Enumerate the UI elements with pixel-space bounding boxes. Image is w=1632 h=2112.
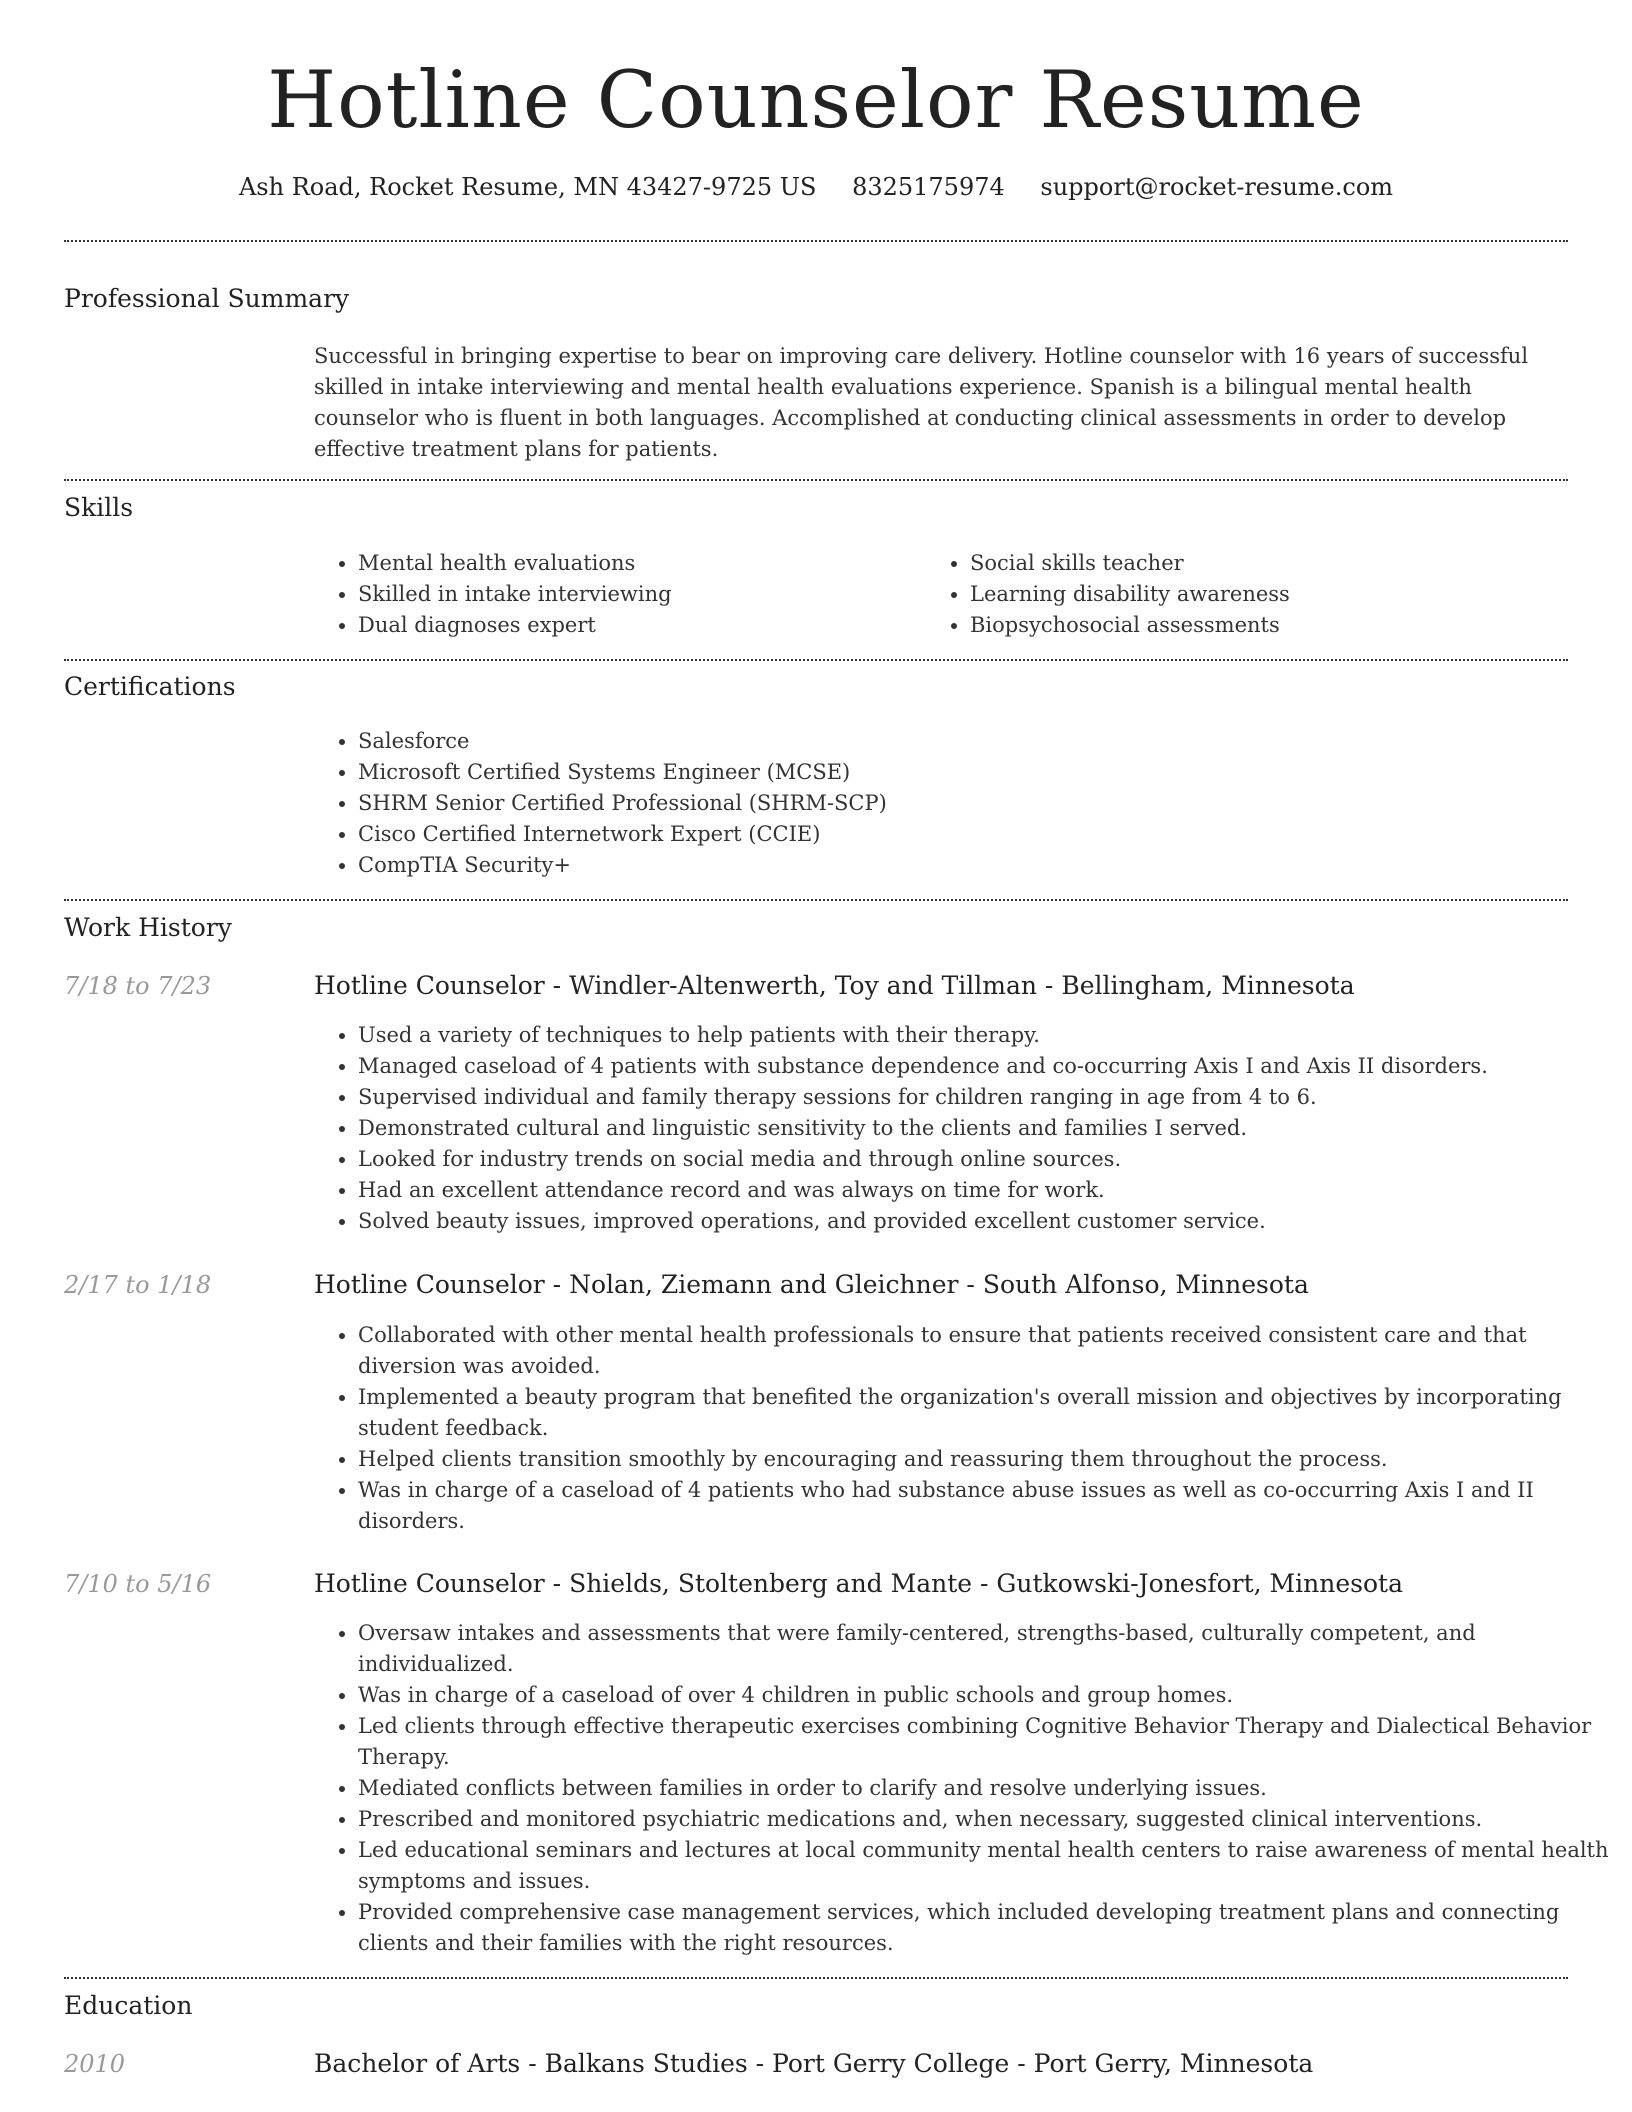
job-bullet: • Managed caseload of 4 patients with substance dependence and co-occurring Axis I and Axis II disorders. bbox=[358, 1051, 1568, 1082]
job-bullet: • Demonstrated cultural and linguistic sensitivity to the clients and families I served. bbox=[358, 1113, 1568, 1144]
certification-item: • Cisco Certified Internetwork Expert (CCIE) bbox=[358, 819, 1568, 850]
contact-line bbox=[0, 170, 1632, 204]
skill-item: • Social skills teacher bbox=[970, 548, 1570, 579]
job-title: Hotline Counselor - Shields, Stoltenberg and Mante - Gutkowski-Jonesfort, Minnesota bbox=[314, 1569, 1403, 1598]
contact-address: Ash Road, Rocket Resume, MN 43427-9725 US bbox=[238, 173, 817, 201]
job-bullet: • Was in charge of a caseload of over 4 children in public schools and group homes. bbox=[358, 1680, 1612, 1711]
contact-phone: 8325175974 bbox=[852, 173, 1005, 201]
skills-list-right bbox=[926, 548, 1570, 641]
job-bullet: • Collaborated with other mental health professionals to ensure that patients received consistent care and that diversion was avoided. bbox=[358, 1320, 1612, 1382]
job-dates: 7/18 to 7/23 bbox=[64, 972, 212, 1000]
skill-item: • Dual diagnoses expert bbox=[358, 610, 918, 641]
certifications-list bbox=[314, 726, 1568, 881]
job-bullet: • Looked for industry trends on social media and through online sources. bbox=[358, 1144, 1568, 1175]
job-bullet: • Supervised individual and family therapy sessions for children ranging in age from 4 to 6. bbox=[358, 1082, 1568, 1113]
work-history-heading: Work History bbox=[64, 913, 232, 942]
section-divider bbox=[64, 899, 1568, 901]
section-divider bbox=[64, 659, 1568, 661]
skill-item: • Skilled in intake interviewing bbox=[358, 579, 918, 610]
certification-item: • Microsoft Certified Systems Engineer (MCSE) bbox=[358, 757, 1568, 788]
section-divider bbox=[64, 1977, 1568, 1979]
contact-email: support@rocket-resume.com bbox=[1040, 173, 1394, 201]
certification-item: • Salesforce bbox=[358, 726, 1568, 757]
skill-item: • Biopsychosocial assessments bbox=[970, 610, 1570, 641]
certification-item: • SHRM Senior Certified Professional (SHRM-SCP) bbox=[358, 788, 1568, 819]
job-bullet: • Oversaw intakes and assessments that were family-centered, strengths-based, culturally competent, and individualized. bbox=[358, 1618, 1612, 1680]
job-title: Hotline Counselor - Windler-Altenwerth, Toy and Tillman - Bellingham, Minnesota bbox=[314, 971, 1355, 1000]
education-degree: Bachelor of Arts - Balkans Studies - Port Gerry College - Port Gerry, Minnesota bbox=[314, 2049, 1314, 2078]
job-bullet: • Had an excellent attendance record and was always on time for work. bbox=[358, 1175, 1568, 1206]
job-bullet: • Used a variety of techniques to help patients with their therapy. bbox=[358, 1020, 1568, 1051]
resume-title: Hotline Counselor Resume bbox=[267, 54, 1365, 146]
job-bullets bbox=[314, 1618, 1612, 1959]
job-bullet: • Implemented a beauty program that benefited the organization's overall mission and objectives by incorporating student feedback. bbox=[358, 1382, 1612, 1444]
education-heading: Education bbox=[64, 1991, 193, 2020]
job-bullet: • Was in charge of a caseload of 4 patients who had substance abuse issues as well as co-occurring Axis I and II disorders. bbox=[358, 1475, 1612, 1537]
section-divider bbox=[64, 240, 1568, 242]
summary-heading: Professional Summary bbox=[64, 284, 350, 313]
job-dates: 2/17 to 1/18 bbox=[64, 1271, 212, 1299]
job-title: Hotline Counselor - Nolan, Ziemann and Gleichner - South Alfonso, Minnesota bbox=[314, 1270, 1309, 1299]
job-bullets bbox=[314, 1020, 1568, 1237]
job-bullets bbox=[314, 1320, 1612, 1537]
summary-text: Successful in bringing expertise to bear on improving care delivery. Hotline counselor with 16 years of successful skilled in intake interviewing and mental health evaluations experience. Spanish is a bilingual mental health counselor who is fluent in both languages. Accomplished at conducting clinical assessments in order to develop effective treatment plans for patients. bbox=[314, 344, 1529, 461]
job-bullet: • Prescribed and monitored psychiatric medications and, when necessary, suggested clinical interventions. bbox=[358, 1804, 1612, 1835]
job-bullet: • Mediated conflicts between families in order to clarify and resolve underlying issues. bbox=[358, 1773, 1612, 1804]
job-bullet: • Helped clients transition smoothly by encouraging and reassuring them throughout the process. bbox=[358, 1444, 1612, 1475]
education-year: 2010 bbox=[64, 2050, 126, 2078]
job-bullet: • Led clients through effective therapeutic exercises combining Cognitive Behavior Therapy and Dialectical Behavior Therapy. bbox=[358, 1711, 1612, 1773]
certifications-heading: Certifications bbox=[64, 672, 236, 701]
job-bullet: • Led educational seminars and lectures at local community mental health centers to raise awareness of mental health symptoms and issues. bbox=[358, 1835, 1612, 1897]
certification-item: • CompTIA Security+ bbox=[358, 850, 1568, 881]
job-bullet: • Solved beauty issues, improved operations, and provided excellent customer service. bbox=[358, 1206, 1568, 1237]
skills-heading: Skills bbox=[64, 493, 134, 522]
job-bullet: • Provided comprehensive case management services, which included developing treatment plans and connecting clients and their families with the right resources. bbox=[358, 1897, 1612, 1959]
section-divider bbox=[64, 479, 1568, 481]
skills-list-left bbox=[314, 548, 918, 641]
job-dates: 7/10 to 5/16 bbox=[64, 1570, 212, 1598]
skill-item: • Mental health evaluations bbox=[358, 548, 918, 579]
skill-item: • Learning disability awareness bbox=[970, 579, 1570, 610]
